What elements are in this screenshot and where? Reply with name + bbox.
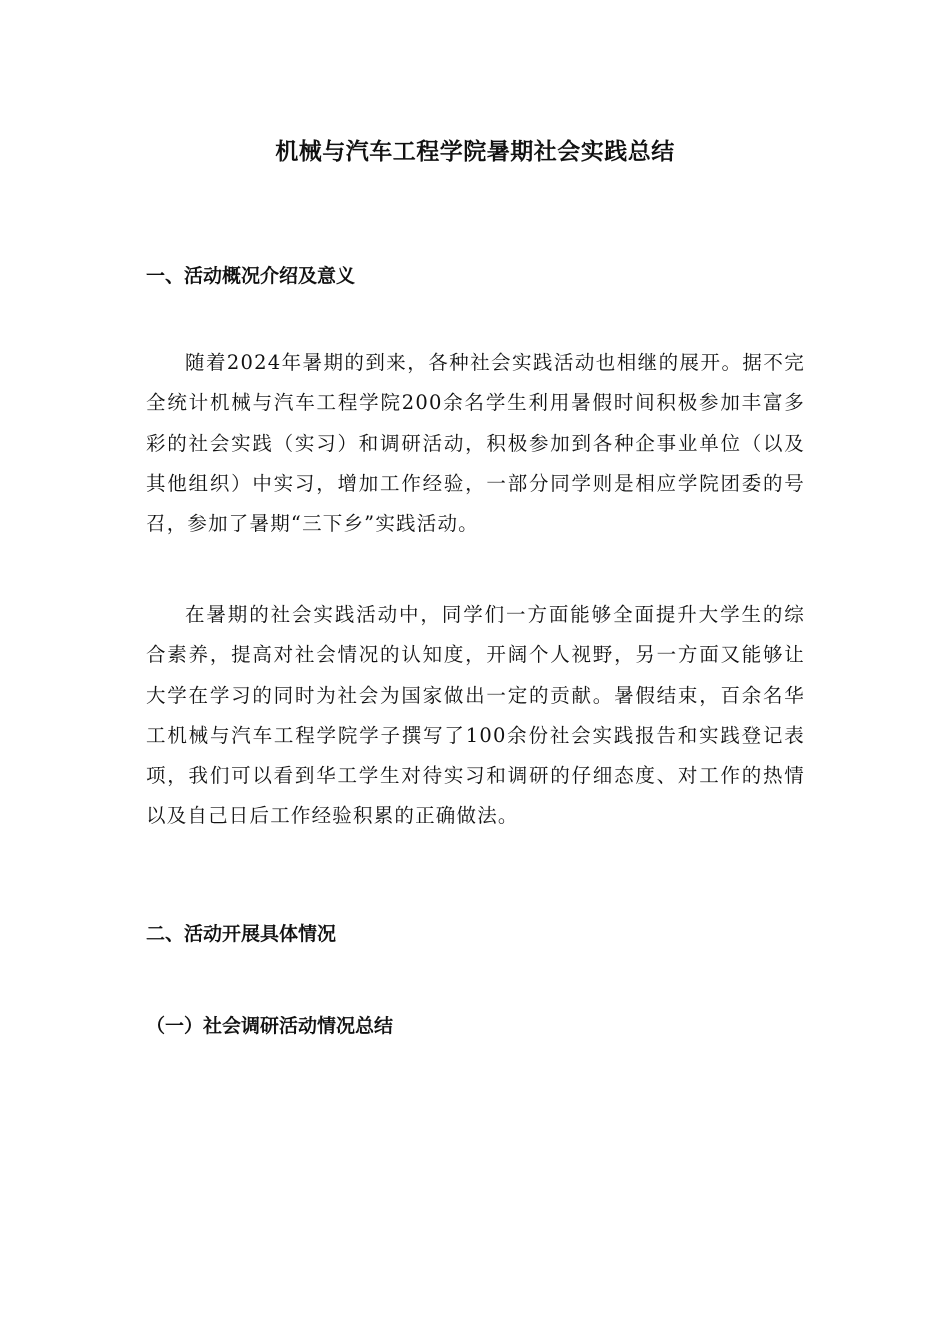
subsection-heading-survey: （一）社会调研活动情况总结 bbox=[146, 1015, 394, 1037]
paragraph-overview-significance: 在暑期的社会实践活动中，同学们一方面能够全面提升大学生的综合素养，提高对社会情况的认知度，开阔个人视野，另一方面又能够让大学在学习的同时为社会为国家做出一定的贡献。暑假结束，百余名华工机械与汽车工程学院学子撰写了100余份社会实践报告和实践登记表项，我们可以看到华工学生对待实习和调研的仔细态度、对工作的热情以及自己日后工作经验积累的正确做法。 bbox=[146, 603, 805, 828]
paragraph-overview-intro: 随着2024年暑期的到来，各种社会实践活动也相继的展开。据不完全统计机械与汽车工程学院200余名学生利用暑假时间积极参加丰富多彩的社会实践（实习）和调研活动，积极参加到各种企事业单位（以及其他组织）中实习，增加工作经验，一部分同学则是相应学院团委的号召，参加了暑期“三下乡”实践活动。 bbox=[146, 351, 805, 536]
document-title: 机械与汽车工程学院暑期社会实践总结 bbox=[275, 139, 675, 165]
section-heading-activities: 二、活动开展具体情况 bbox=[146, 923, 337, 945]
section-heading-overview: 一、活动概况介绍及意义 bbox=[146, 265, 356, 287]
